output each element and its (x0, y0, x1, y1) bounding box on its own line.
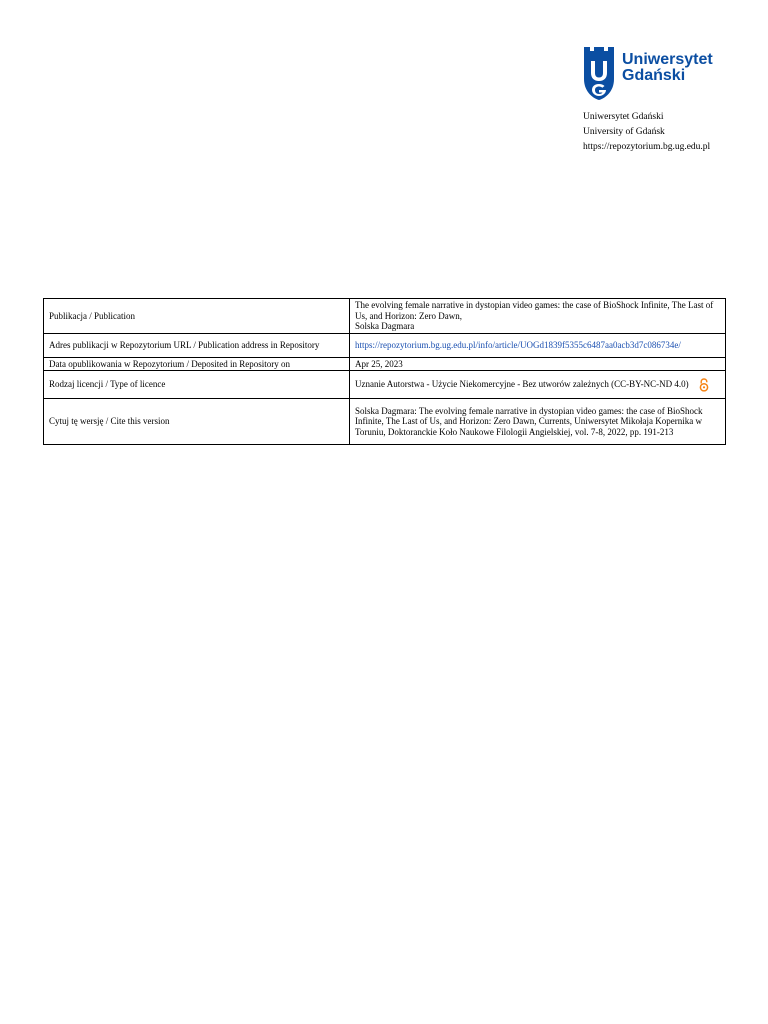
address-label: Adres publikacji w Repozytorium URL / Publication address in Repository (44, 333, 350, 357)
table-row (44, 333, 726, 357)
publication-link[interactable]: https://repozytorium.bg.ug.edu.pl/info/article/UOGd1839f5355c6487aa0acb3d7c086734e/ (355, 339, 681, 350)
institution-info (583, 110, 710, 155)
licence-value (350, 371, 726, 399)
publication-title-author: The evolving female narrative in dystopian video games: the case of BioShock Infinite, The Last of Us, and Horizon: Zero Dawn, Solska Dagmara (355, 300, 714, 331)
publication-value (350, 299, 726, 334)
repository-url[interactable]: https://repozytorium.bg.ug.edu.pl (583, 142, 711, 152)
table-row (44, 299, 726, 334)
open-access-icon (699, 378, 709, 392)
cite-value: Solska Dagmara: The evolving female narrative in dystopian video games: the case of BioShock Infinite, The Last of Us, and Horizon: Zero Dawn, Currents, Uniwersytet Mikołaja Kopernika w Toruniu, Doktoranckie Koło Naukowe Filologii Angielskiej, vol. 7-8, 2022, pp. 191-213 (350, 399, 726, 445)
deposit-date-label: Data opublikowania w Repozytorium / Deposited in Repository on (44, 357, 350, 371)
university-crest-icon (582, 43, 616, 101)
table-row (44, 371, 726, 399)
institution-name-pl: Uniwersytet Gdański (583, 112, 664, 122)
cite-label: Cytuj tę wersję / Cite this version (44, 399, 350, 445)
publication-metadata-table (43, 298, 726, 445)
publication-label: Publikacja / Publication (44, 299, 350, 334)
deposit-date-value: Apr 25, 2023 (350, 357, 726, 371)
address-value (350, 333, 726, 357)
logo-text-line1: Uniwersytet (622, 51, 713, 68)
university-logo (582, 43, 732, 101)
table-row (44, 399, 726, 445)
licence-label: Rodzaj licencji / Type of licence (44, 371, 350, 399)
institution-name-en: University of Gdańsk (583, 127, 665, 137)
table-row (44, 357, 726, 371)
logo-text-line2: Gdański (622, 67, 686, 84)
licence-text: Uznanie Autorstwa - Użycie Niekomercyjne - Bez utworów zależnych (CC-BY-NC-ND 4.0) (355, 378, 689, 389)
